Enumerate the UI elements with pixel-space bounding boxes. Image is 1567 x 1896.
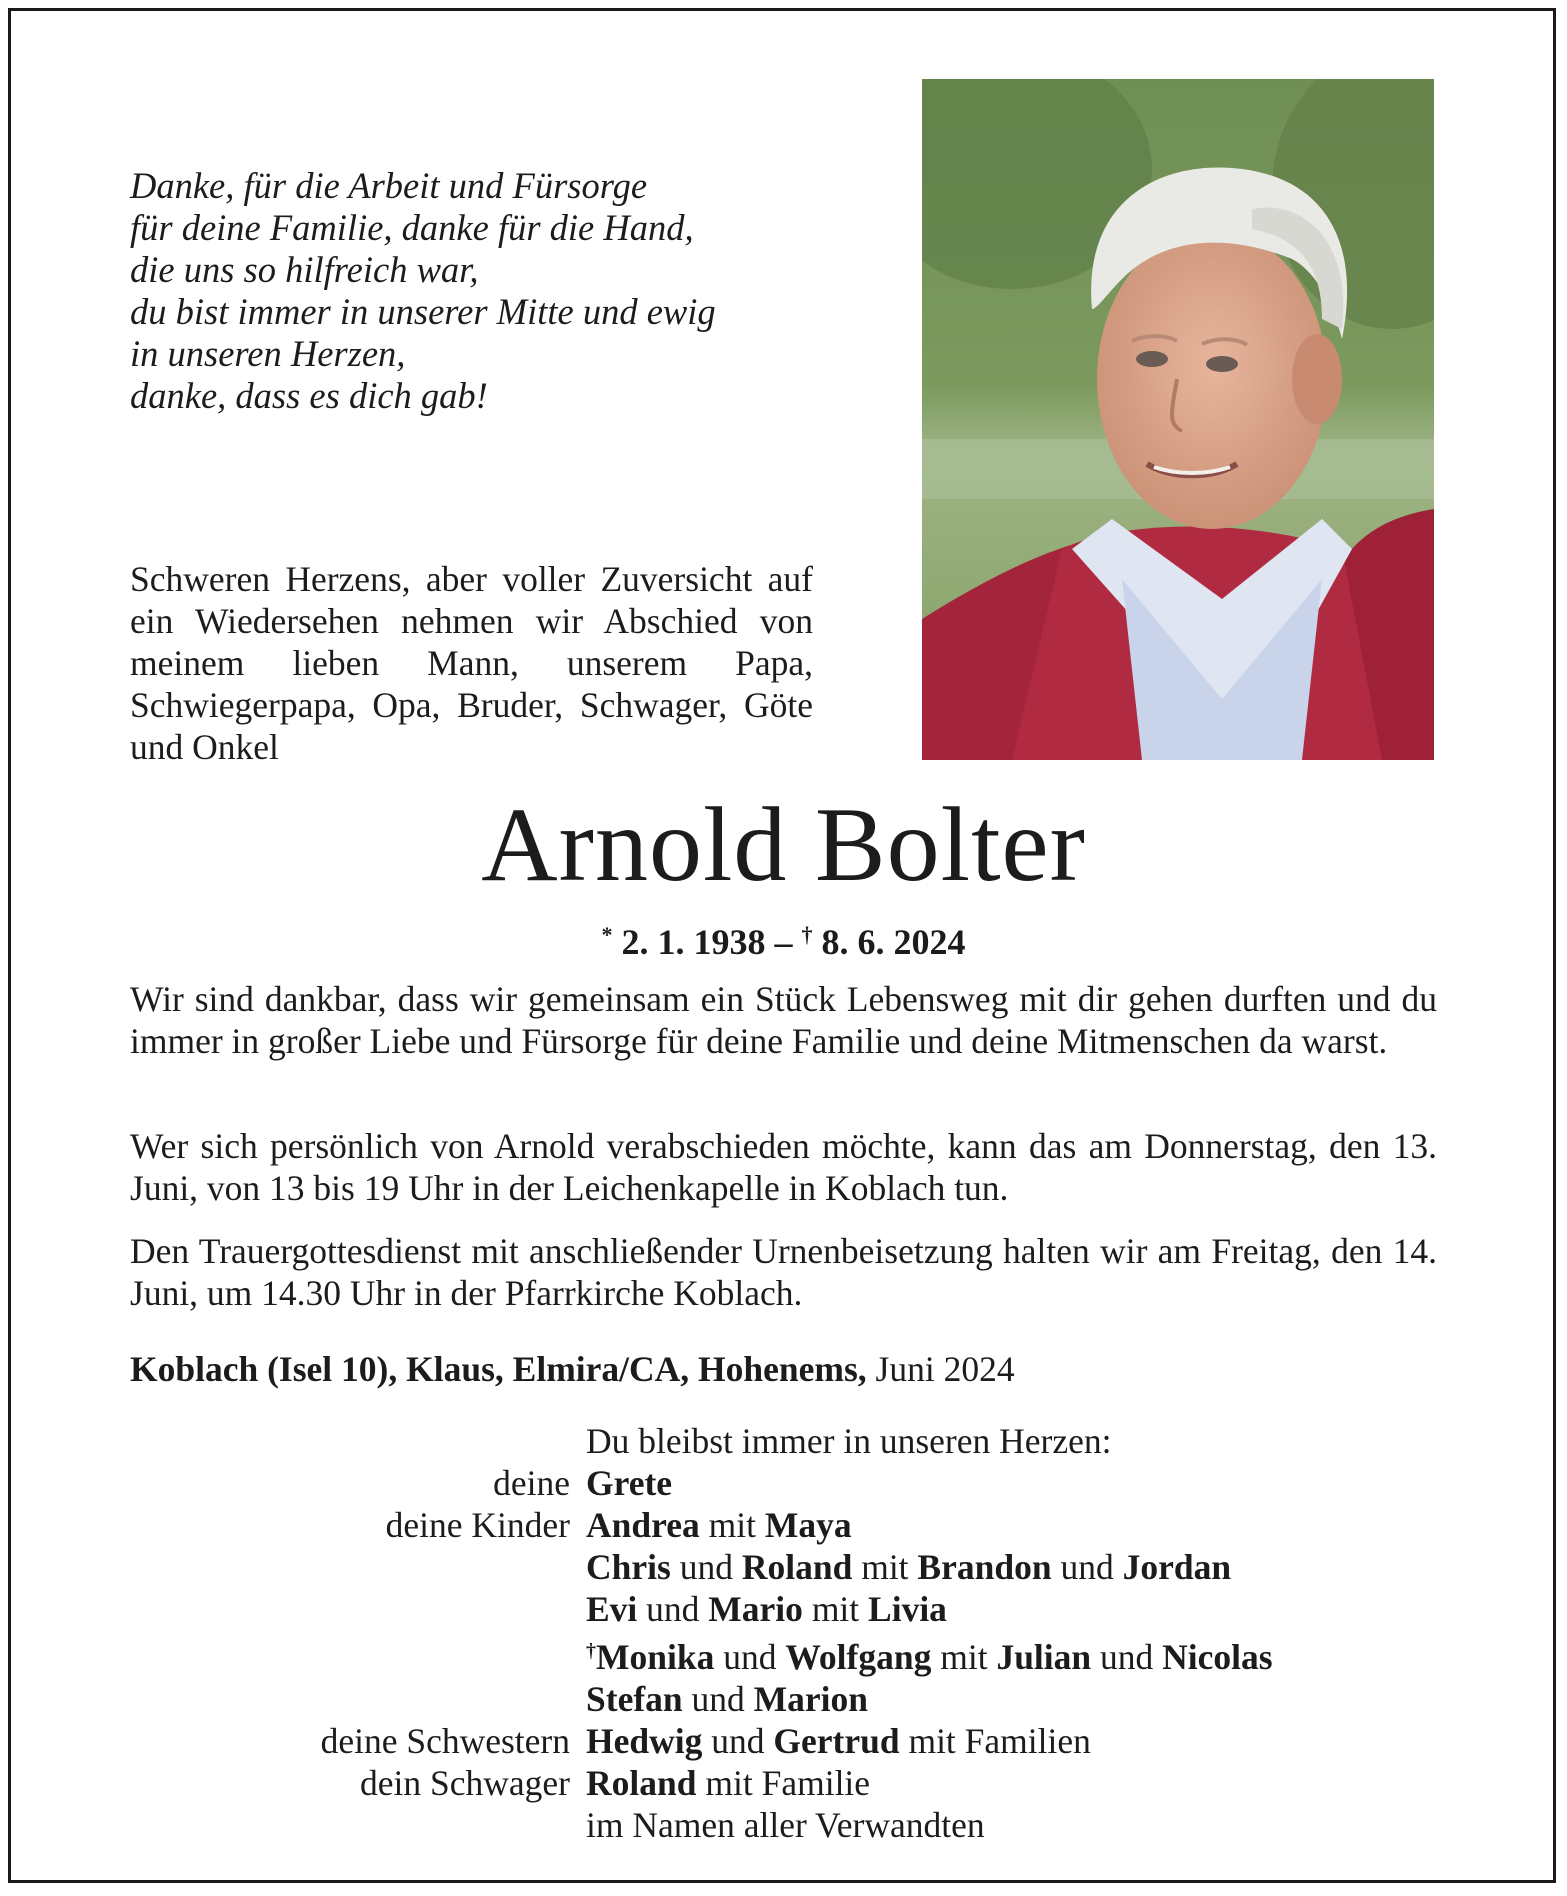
family-name: Mario	[708, 1589, 803, 1629]
family-heading: Du bleibst immer in unseren Herzen:	[586, 1421, 1112, 1461]
family-label: dein Schwager	[360, 1763, 570, 1803]
family-row	[130, 1588, 1437, 1630]
family-word: und	[1100, 1637, 1154, 1677]
family-word: und	[646, 1589, 700, 1629]
family-name: Julian	[996, 1637, 1092, 1677]
poem-line: in unseren Herzen,	[130, 333, 406, 374]
family-row	[130, 1504, 1437, 1546]
poem-line: du bist immer in unserer Mitte und ewig	[130, 291, 716, 332]
death-symbol: †	[801, 922, 813, 947]
family-row	[130, 1546, 1437, 1588]
poem-line: Danke, für die Arbeit und Fürsorge	[130, 165, 648, 206]
family-word: mit	[940, 1637, 988, 1677]
intro-text: Schweren Herzens, aber voller Zuversicht auf ein Wiedersehen nehmen wir Abschied von meinem lieben Mann, unserem Papa, Schwiegerpapa, Opa, Bruder, Schwager, Göte und Onkel	[130, 559, 813, 767]
service-paragraph: Den Trauergottesdienst mit anschließender Urnenbeisetzung halten wir am Freitag, den 14. Juni, um 14.30 Uhr in der Pfarrkirche Koblach.	[130, 1231, 1437, 1313]
place-date: Juni 2024	[875, 1349, 1015, 1389]
family-name: Hedwig	[586, 1721, 703, 1761]
family-word: und	[679, 1547, 733, 1587]
family-word: und	[1060, 1547, 1114, 1587]
farewell-paragraph: Wer sich persönlich von Arnold verabschieden möchte, kann das am Donnerstag, den 13. Juni, von 13 bis 19 Uhr in der Leichenkapelle in Koblach tun.	[130, 1126, 1437, 1208]
family-name: Evi	[586, 1589, 638, 1629]
family-name: Roland	[741, 1547, 853, 1587]
family-row	[130, 1720, 1437, 1762]
family-name: Chris	[586, 1547, 671, 1587]
family-row	[130, 1678, 1437, 1720]
family-name: Marion	[753, 1679, 869, 1719]
life-dates	[0, 915, 1567, 962]
family-label: deine Schwestern	[320, 1721, 570, 1761]
family-word: und	[691, 1679, 745, 1719]
family-label: deine Kinder	[385, 1505, 570, 1545]
family-closing: im Namen aller Verwandten	[586, 1805, 985, 1845]
portrait-photo	[922, 79, 1434, 760]
family-label: deine	[493, 1463, 570, 1503]
family-name: Gertrud	[773, 1721, 900, 1761]
cross-symbol: †	[586, 1640, 596, 1662]
family-word: mit	[811, 1589, 860, 1629]
family-row	[130, 1762, 1437, 1804]
place-locations: Koblach (Isel 10), Klaus, Elmira/CA, Hohenems,	[130, 1349, 867, 1389]
family-word: mit	[708, 1505, 756, 1545]
birth-symbol: *	[601, 922, 613, 947]
family-row	[130, 1630, 1437, 1678]
place-line	[130, 1348, 1437, 1390]
family-word: mit Familien	[908, 1721, 1091, 1761]
poem	[130, 165, 790, 417]
family-name: Maya	[764, 1505, 852, 1545]
family-name: Roland	[586, 1763, 697, 1803]
birth-date: 2. 1. 1938	[621, 922, 766, 962]
family-name: Nicolas	[1162, 1637, 1273, 1677]
family-list	[130, 1420, 1437, 1846]
thanks-paragraph: Wir sind dankbar, dass wir gemeinsam ein Stück Lebensweg mit dir gehen durften und du immer in großer Liebe und Fürsorge für deine Familie und deine Mitmenschen da warst.	[130, 979, 1437, 1061]
date-separator: –	[774, 922, 793, 962]
family-name: Monika	[596, 1637, 715, 1677]
poem-line: danke, dass es dich gab!	[130, 375, 488, 416]
family-word: mit Familie	[705, 1763, 871, 1803]
poem-line: die uns so hilfreich war,	[130, 249, 479, 290]
family-name: Jordan	[1122, 1547, 1232, 1587]
family-name: Grete	[586, 1463, 673, 1503]
family-name: Stefan	[586, 1679, 683, 1719]
poem-line: für deine Familie, danke für die Hand,	[130, 207, 694, 248]
death-date: 8. 6. 2024	[821, 922, 966, 962]
family-name: Brandon	[917, 1547, 1052, 1587]
family-row	[130, 1462, 1437, 1504]
family-name: Wolfgang	[785, 1637, 932, 1677]
deceased-name: Arnold Bolter	[481, 786, 1086, 903]
family-name: Livia	[868, 1589, 947, 1629]
family-name: Andrea	[586, 1505, 700, 1545]
family-word: mit	[861, 1547, 909, 1587]
family-word: und	[711, 1721, 765, 1761]
family-row	[130, 1804, 1437, 1846]
family-word: und	[723, 1637, 777, 1677]
